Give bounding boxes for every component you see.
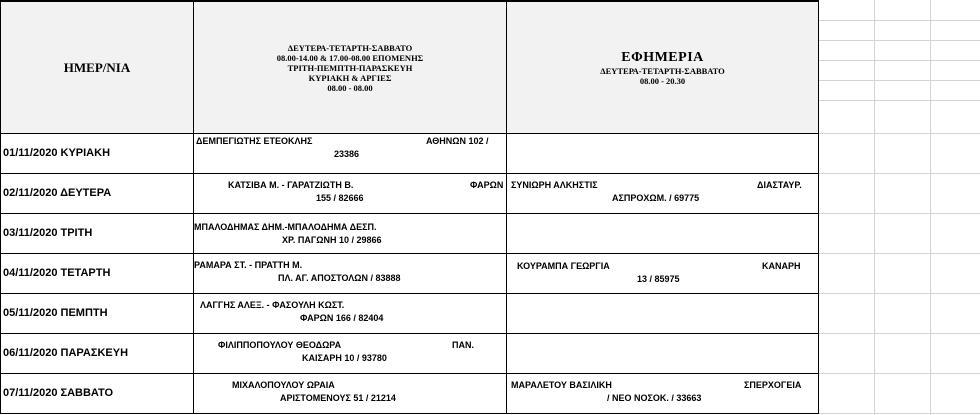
- grid-row-line: [818, 20, 980, 21]
- night-duty-cell[interactable]: [194, 214, 507, 254]
- night-duty-cell[interactable]: [194, 374, 507, 414]
- day-duty-cell[interactable]: [507, 294, 819, 334]
- night-duty-cell[interactable]: [194, 294, 507, 334]
- night-duty-cell[interactable]: [194, 254, 507, 294]
- day-duty-cell[interactable]: [507, 254, 819, 294]
- street-name: ΔΙΑΣΤΑΥΡ.: [757, 180, 802, 190]
- grid-row-line: [818, 213, 980, 214]
- grid-row-line: [818, 373, 980, 374]
- pharmacist-name: ΣΥΝΙΩΡΗ ΑΛΚΗΣΤΙΣ: [511, 180, 598, 190]
- day-duty-cell[interactable]: [507, 214, 819, 254]
- table-row: [1, 294, 819, 334]
- pharmacist-name: ΔΕΜΠΕΓΙΩΤΗΣ ΕΤΕΟΚΛΗΣ: [196, 136, 313, 146]
- address-phone: ΚΑΙΣΑΡΗ 10 / 93780: [302, 353, 387, 363]
- day-duty-cell[interactable]: [507, 174, 819, 214]
- night-duty-cell[interactable]: [194, 174, 507, 214]
- address-phone: ΠΛ. ΑΓ. ΑΠΟΣΤΟΛΩΝ / 83888: [278, 273, 401, 283]
- address-phone: ΑΣΠΡΟΧΩΜ. / 69775: [612, 193, 700, 203]
- date-cell[interactable]: [1, 294, 194, 334]
- header-date-label: ΗΜΕΡ/ΝΙΑ: [63, 59, 131, 75]
- address-phone: ΦΑΡΩΝ 166 / 82404: [300, 313, 384, 323]
- table-row: [1, 334, 819, 374]
- day-duty-cell[interactable]: [507, 334, 819, 374]
- address-phone: 13 / 85975: [637, 274, 680, 284]
- night-duty-cell[interactable]: [194, 134, 507, 174]
- date-cell[interactable]: [1, 214, 194, 254]
- day-duty-cell[interactable]: [507, 374, 819, 414]
- street-name: ΠΑΝ.: [452, 340, 474, 350]
- pharmacist-name: ΦΙΛΙΠΠΟΠΟΥΛΟΥ ΘΕΟΔΩΡΑ: [218, 340, 342, 350]
- header-right-title: ΕΦΗΜΕΡΙΑ: [621, 49, 704, 65]
- date-text: 07/11/2020 ΣΑΒΒΑΤΟ: [3, 387, 114, 399]
- pharmacist-name: ΜΑΡΑΛΕΤΟΥ ΒΑΣΙΛΙΚΗ: [511, 380, 612, 390]
- address-phone: 155 / 82666: [316, 193, 364, 203]
- grid-row-line: [818, 133, 980, 134]
- pharmacist-name: ΚΟΥΡΑΜΠΑ ΓΕΩΡΓΙΑ: [517, 261, 610, 271]
- header-mid-line: ΔΕΥΤΕΡΑ-ΤΕΤΑΡΤΗ-ΣΑΒΒΑΤΟ: [287, 42, 413, 53]
- address-phone: ΧΡ. ΠΑΓΩΝΗ 10 / 29866: [282, 235, 382, 245]
- date-text: 04/11/2020 ΤΕΤΑΡΤΗ: [3, 267, 111, 279]
- date-cell[interactable]: [1, 174, 194, 214]
- grid-row-line: [818, 173, 980, 174]
- street-name: ΦΑΡΩΝ: [470, 180, 504, 190]
- table-row: [1, 374, 819, 414]
- header-mid-line: 08.00-14.00 & 17.00-08.00 ΕΠΟΜΕΝΗΣ: [276, 52, 424, 63]
- date-text: 06/11/2020 ΠΑΡΑΣΚΕΥΗ: [3, 347, 129, 359]
- grid-row-line: [818, 40, 980, 41]
- pharmacist-name: ΜΙΧΑΛΟΠΟΥΛΟΥ ΩΡΑΙΑ: [232, 380, 335, 390]
- grid-col-line: [874, 0, 875, 415]
- table-row: [1, 134, 819, 174]
- header-mid-line: 08.00 - 08.00: [327, 82, 373, 93]
- date-text: 02/11/2020 ΔΕΥΤΕΡΑ: [3, 187, 112, 199]
- pharmacist-name: ΜΠΑΛΟΔΗΜΑΣ ΔΗΜ.-ΜΠΑΛΟΔΗΜΑ ΔΕΣΠ.: [194, 222, 377, 232]
- grid-row-line: [818, 253, 980, 254]
- address-phone: ΑΡΙΣΤΟΜΕΝΟΥΣ 51 / 21214: [280, 393, 396, 403]
- night-duty-cell[interactable]: [194, 334, 507, 374]
- table-row: [1, 254, 819, 294]
- street-name: ΑΘΗΝΩΝ 102 /: [426, 136, 489, 146]
- grid-row-line: [818, 60, 980, 61]
- grid-col-line: [930, 0, 931, 415]
- day-duty-cell[interactable]: [507, 134, 819, 174]
- pharmacist-name: ΚΑΤΣΙΒΑ Μ. - ΓΑΡΑΤΖΙΩΤΗ Β.: [228, 180, 354, 190]
- grid-row-line: [818, 333, 980, 334]
- header-right-cell[interactable]: [507, 1, 819, 134]
- table-row: [1, 174, 819, 214]
- address-phone: 23386: [334, 149, 360, 159]
- address-phone: / ΝΕΟ ΝΟΣΟΚ. / 33663: [607, 393, 702, 403]
- grid-row-line: [818, 293, 980, 294]
- header-mid-line: ΚΥΡΙΑΚΗ & ΑΡΓΙΕΣ: [308, 72, 392, 83]
- grid-row-line: [818, 80, 980, 81]
- date-cell[interactable]: [1, 254, 194, 294]
- header-mid-line: ΤΡΙΤΗ-ΠΕΜΠΤΗ-ΠΑΡΑΣΚΕΥΗ: [287, 62, 413, 73]
- header-mid-cell[interactable]: [194, 1, 507, 134]
- grid-row-line: [818, 413, 980, 414]
- header-date-cell[interactable]: [1, 1, 194, 134]
- date-text: 01/11/2020 ΚΥΡΙΑΚΗ: [3, 147, 111, 159]
- header-row: [1, 1, 819, 134]
- date-cell[interactable]: [1, 334, 194, 374]
- date-text: 03/11/2020 ΤΡΙΤΗ: [3, 227, 93, 239]
- pharmacist-name: ΛΑΓΓΗΣ ΑΛΕΞ. - ΦΑΣΟΥΛΗ ΚΩΣΤ.: [200, 300, 345, 310]
- date-cell[interactable]: [1, 134, 194, 174]
- header-right-line: 08.00 - 20.30: [639, 75, 686, 86]
- date-text: 05/11/2020 ΠΕΜΠΤΗ: [3, 307, 108, 319]
- pharmacist-name: ΡΑΜΑΡΑ ΣΤ. - ΠΡΑΤΤΗ Μ.: [194, 260, 303, 270]
- table-row: [1, 214, 819, 254]
- street-name: ΣΠΕΡΧΟΓΕΙΑ: [744, 380, 802, 390]
- header-right-line: ΔΕΥΤΕΡΑ-ΤΕΤΑΡΤΗ-ΣΑΒΒΑΤΟ: [600, 65, 725, 76]
- street-name: ΚΑΝΑΡΗ: [762, 261, 801, 271]
- date-cell[interactable]: [1, 374, 194, 414]
- grid-row-line: [818, 100, 980, 101]
